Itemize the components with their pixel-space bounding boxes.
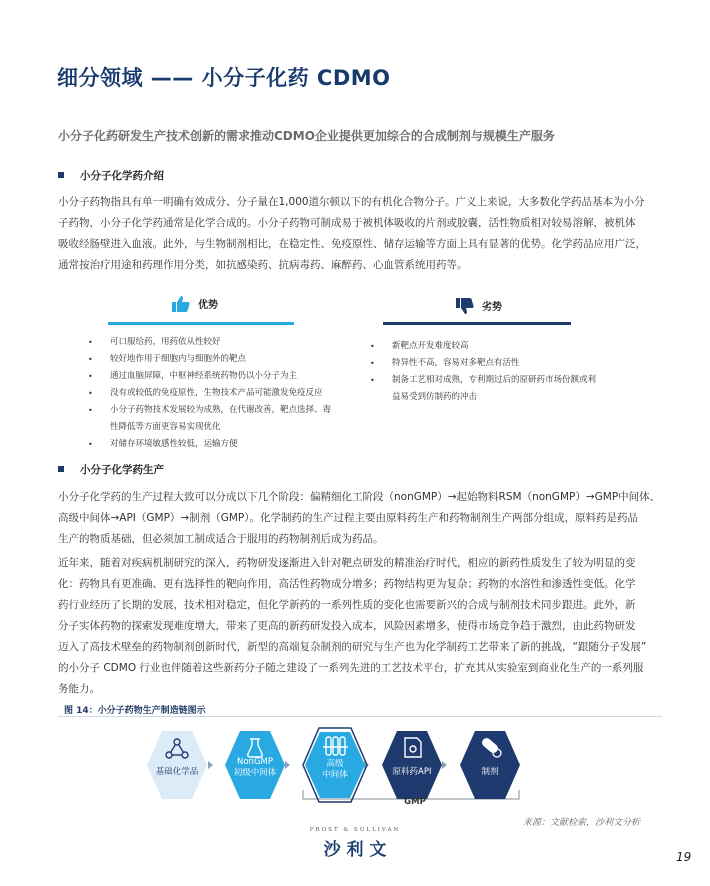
step-label-basic-chemicals bbox=[147, 765, 207, 777]
step-label-line: NonGMP bbox=[237, 757, 273, 767]
step-label-line: 制剂 bbox=[481, 767, 499, 777]
thumbs-up-icon bbox=[172, 296, 190, 315]
section-heading-production bbox=[58, 462, 164, 477]
production-line: 务能力。 bbox=[58, 683, 100, 695]
step-label-formulation bbox=[460, 765, 520, 777]
step-label-line: 高级 bbox=[326, 759, 344, 769]
list-item: • 没有或较低的免疫原性，生物技术产品可能激发免疫反应 bbox=[88, 385, 331, 402]
page-title: 细分领域 —— 小分子化药 CDMO bbox=[57, 66, 391, 90]
figure-caption-rule bbox=[58, 716, 662, 717]
list-item: • 制备工艺相对成熟，专利期过后的原研药市场份额或利 bbox=[370, 372, 596, 389]
production-paragraph-2 bbox=[58, 553, 656, 700]
disadvantages-list bbox=[370, 338, 596, 406]
production-line: 分子实体药物的探索发现难度增大，带来了更高的新药研发投入成本，风险因素增多，使得市场竞争趋于激烈，由此药物研发 bbox=[58, 620, 636, 632]
section-heading-intro bbox=[58, 168, 164, 183]
advantages-heading-text: 优势 bbox=[198, 300, 218, 311]
intro-line: 吸收经肠壁进入血液。此外，与生物制剂相比，在稳定性、免疫原性、储存运输等方面上具有显著的优势。化学药品应用广泛， bbox=[58, 238, 646, 250]
chevron-right-icon bbox=[285, 761, 290, 769]
logo-top-text: FROST & SULLIVAN bbox=[309, 827, 401, 833]
chevron-right-icon bbox=[208, 761, 213, 769]
disadvantages-heading bbox=[456, 298, 502, 317]
production-line: 的小分子 CDMO 行业也伴随着这些新药分子随之建设了一系列先进的工艺技术平台，扩充其从实验室到商业化生产的一系列服 bbox=[58, 662, 644, 674]
list-item: • 对储存环境敏感性较低，运输方便 bbox=[88, 436, 331, 453]
production-paragraph-1 bbox=[58, 487, 661, 550]
production-line: 迈入了高技术壁垒的药物制剂创新时代，新型的高端复杂制剂的研究与生产也为化学制药工艺带来了新的挑战，“跟随分子发展” bbox=[58, 641, 647, 653]
section-bullet-square bbox=[58, 466, 64, 472]
step-label-line: 原料药API bbox=[392, 767, 432, 777]
step-label-line: 中间体 bbox=[322, 770, 348, 780]
page-number: 19 bbox=[676, 850, 692, 864]
list-item: • 通过血脑屏障，中枢神经系统药物仍以小分子为主 bbox=[88, 368, 331, 385]
production-line: 药行业经历了长期的发展，技术相对稳定，但化学新药的一系列性质的变化也需要新兴的合成与制剂技术同步跟进。此外，新 bbox=[58, 599, 636, 611]
section-heading-production-text: 小分子化学药生产 bbox=[80, 464, 164, 476]
list-item: • 较好地作用于细胞内与细胞外的靶点 bbox=[88, 351, 331, 368]
section-bullet-square bbox=[58, 172, 64, 178]
source-note: 来源：文献检索，沙利文分析 bbox=[523, 818, 641, 828]
production-line: 生产的物质基础，但必须加工制成适合于服用的药物制剂后成为药品。 bbox=[58, 533, 384, 545]
step-label-line: 初级中间体 bbox=[233, 768, 277, 778]
list-item-continuation: 益易受到仿制药的冲击 bbox=[392, 392, 478, 402]
list-item: • 可口服给药，用药依从性较好 bbox=[88, 334, 331, 351]
intro-line: 通常按治疗用途和药理作用分类，如抗感染药、抗病毒药、麻醉药、心血管系统用药等。 bbox=[58, 259, 468, 271]
frost-sullivan-logo bbox=[300, 827, 410, 860]
advantages-bar bbox=[108, 322, 294, 325]
gmp-label: GMP bbox=[404, 797, 426, 807]
step-label-line: 基础化学品 bbox=[155, 767, 199, 777]
production-line: 高级中间体→API（GMP）→制剂（GMP）。化学制药的生产过程主要由原料药生产和药物制剂生产两部分组成，原料药是药品 bbox=[58, 512, 639, 524]
advantages-heading bbox=[172, 296, 218, 315]
list-item-continuation: 性降低等方面更容易实现优化 bbox=[110, 422, 221, 432]
title-underline bbox=[57, 104, 655, 105]
disadvantages-heading-text: 劣势 bbox=[482, 302, 502, 313]
step-label-advanced-intermediate bbox=[305, 759, 365, 781]
list-item: • 小分子药物技术发展较为成熟，在代谢改善，靶点选择、毒 bbox=[88, 402, 331, 419]
logo-main-text: 沙 利 文 bbox=[323, 840, 387, 860]
production-line: 小分子化学药的生产过程大致可以分成以下几个阶段：偏精细化工阶段（nonGMP）→起始物料RSM（nonGMP）→GMP中间体、 bbox=[58, 491, 661, 503]
list-item: • 新靶点开发难度较高 bbox=[370, 338, 596, 355]
figure-caption: 图 14：小分子药物生产制造链图示 bbox=[64, 706, 206, 716]
step-label-nongmp bbox=[225, 757, 285, 779]
production-line: 近年来，随着对疾病机制研究的深入，药物研发逐渐进入针对靶点研发的精准治疗时代，相应的新药性质发生了较为明显的变 bbox=[58, 557, 636, 569]
intro-line: 小分子药物指具有单一明确有效成分、分子量在1,000道尔顿以下的有机化合物分子。广义上来说，大多数化学药品基本为小分 bbox=[58, 196, 645, 208]
advantages-list bbox=[88, 334, 331, 453]
intro-paragraph bbox=[58, 192, 656, 276]
section-heading-intro-text: 小分子化学药介绍 bbox=[80, 170, 164, 182]
intro-line: 子药物，小分子化学药通常是化学合成的。小分子药物可制成易于被机体吸收的片剂或胶囊，活性物质相对较易溶解，被机体 bbox=[58, 217, 636, 229]
thumbs-down-icon bbox=[456, 298, 474, 317]
production-line: 化：药物具有更准确、更有选择性的靶向作用，高活性药物成分增多；药物结构更为复杂；药物的水溶性和渗透性变低。化学 bbox=[58, 578, 636, 590]
step-label-api bbox=[382, 765, 442, 777]
disadvantages-bar bbox=[383, 322, 571, 325]
page-subtitle: 小分子化药研发生产技术创新的需求推动CDMO企业提供更加综合的合成制剂与规模生产服务 bbox=[58, 129, 555, 143]
chevron-right-icon bbox=[442, 761, 447, 769]
list-item: • 特异性不高，容易对多靶点有活性 bbox=[370, 355, 596, 372]
